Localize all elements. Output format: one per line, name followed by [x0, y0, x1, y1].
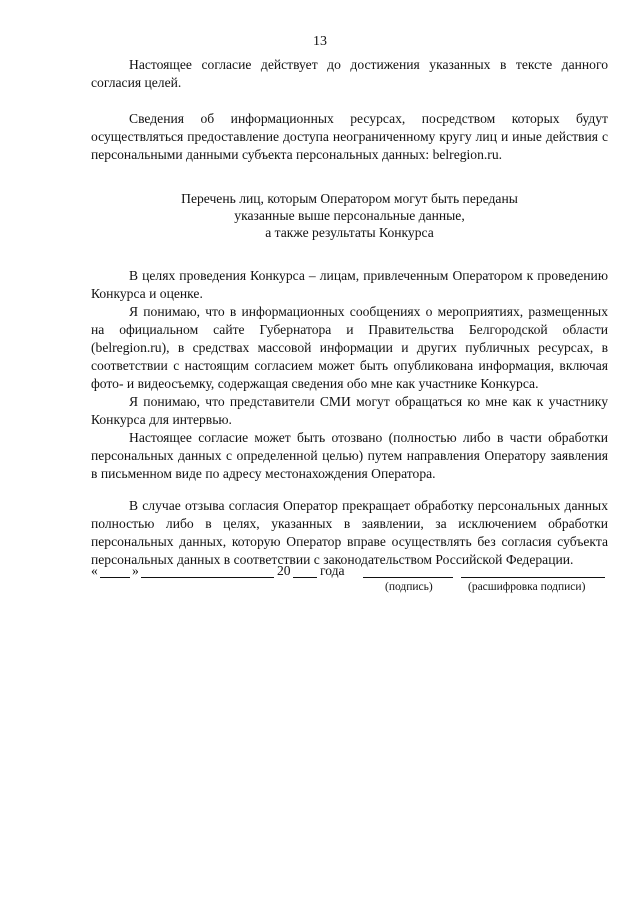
year-prefix: 20 — [277, 563, 291, 578]
decoding-caption: (расшифровка подписи) — [468, 581, 586, 593]
section-heading — [91, 190, 608, 241]
heading-line: Перечень лиц, которым Оператором могут быть переданы — [181, 191, 518, 206]
contest-paragraph: В целях проведения Конкурса – лицам, привлеченным Оператором к проведению Конкурса и оценке. — [91, 268, 608, 301]
document-body — [91, 56, 608, 569]
page-number: 13 — [313, 34, 327, 49]
heading-line: указанные выше персональные данные, — [234, 208, 465, 223]
signature-field[interactable] — [363, 563, 453, 578]
close-quote: » — [132, 563, 139, 578]
revocation-paragraph: Настоящее согласие может быть отозвано (полностью либо в части обработки персональных данных с определенной целью) путем направления Оператору заявления в письменном виде по адресу местонахождения Оператора. — [91, 430, 608, 481]
signature-block — [91, 563, 611, 603]
validity-paragraph: Настоящее согласие действует до достижения указанных в тексте данного согласия целей. — [91, 57, 608, 90]
signature-caption: (подпись) — [385, 581, 433, 593]
open-quote: « — [91, 563, 98, 578]
heading-line: а также результаты Конкурса — [265, 225, 434, 240]
resources-paragraph: Сведения об информационных ресурсах, посредством которых будут осуществляться предоставление доступа неограниченному кругу лиц и иные действия с персональными данными субъекта персональных данных: belregion.ru. — [91, 111, 608, 162]
month-field[interactable] — [141, 563, 274, 578]
media-paragraph: Я понимаю, что представители СМИ могут обращаться ко мне как к участнику Конкурса для интервью. — [91, 394, 608, 427]
publication-paragraph: Я понимаю, что в информационных сообщениях о мероприятиях, размещенных на официальном сайте Губернатора и Правительства Белгородской области (belregion.ru), в средствах массовой информации и других публичных ресурсах, в соответствии с настоящим согласием может быть опубликована информация, включая фото- и видеосъемку, содержащая сведения обо мне как участнике Конкурса. — [91, 304, 608, 391]
decoding-field[interactable] — [461, 563, 605, 578]
withdrawal-paragraph: В случае отзыва согласия Оператор прекращает обработку персональных данных полностью либо в целях, указанных в заявлении, за исключением обработки персональных данных, которую Оператор вправе осуществлять без согласия субъекта персональных данных в соответствии с законодательством Российской Федерации. — [91, 498, 608, 567]
year-field[interactable] — [293, 563, 317, 578]
day-field[interactable] — [100, 563, 130, 578]
year-suffix: года — [320, 563, 345, 578]
